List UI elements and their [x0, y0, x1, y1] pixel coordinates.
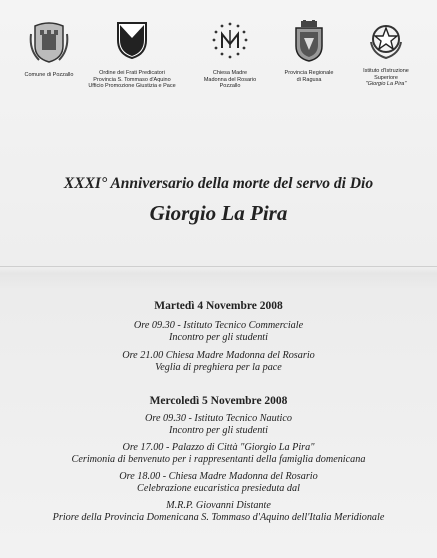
day2-title: Mercoledì 5 Novembre 2008 [149, 395, 288, 407]
caption-line: Comune di Pozzallo [24, 72, 74, 78]
logo-istituto-superiore [342, 20, 430, 88]
dominican-shield-icon [115, 20, 149, 60]
day1-title: Martedì 4 Novembre 2008 [154, 300, 283, 312]
event-item [0, 442, 437, 466]
event-item [0, 413, 437, 437]
event-item [0, 471, 437, 495]
logo-chiesa-madre [186, 20, 274, 90]
logo-comune-pozzallo [5, 20, 93, 79]
logo-provincia-ragusa [265, 20, 353, 83]
paper-fold [0, 266, 437, 267]
honoree-name: Giorgio La Pira [149, 201, 288, 225]
caption-line: di Ragusa [296, 76, 322, 83]
marian-monogram-icon [209, 20, 251, 62]
caption-line: Chiesa Madre [212, 70, 248, 76]
event-line: Ore 09.30 - Istituto Tecnico Nautico [145, 413, 292, 424]
event-item [0, 350, 437, 374]
event-line: Ore 17.00 - Palazzo di Città "Giorgio La Pira" [122, 442, 315, 453]
caption-line: Ufficio Promozione Giustizia e Pace [88, 83, 176, 89]
event-item [0, 320, 437, 344]
caption-line: Istituto d'Istruzione [363, 68, 409, 74]
provincial-crest-icon [292, 20, 326, 62]
event-line: Cerimonia di benvenuto per i rappresentanti della famiglia domenicana [71, 454, 366, 465]
caption-line: Provincia Regionale [284, 70, 334, 76]
crest-tower-icon [29, 20, 69, 64]
program-day1 [0, 300, 437, 374]
caption-line: "Giorgio La Pira" [365, 81, 407, 87]
caption-line: Superiore [374, 74, 398, 81]
anniversary-heading: XXXI° Anniversario della morte del servo di Dio [63, 175, 374, 192]
caption-line: Pozzallo [219, 83, 241, 89]
caption-line: Provincia S. Tommaso d'Aquino [93, 76, 171, 83]
logo-frati-predicatori [88, 20, 176, 90]
event-line: Ore 09.30 - Istituto Tecnico Commerciale [133, 320, 304, 331]
caption-line: Madonna del Rosario [203, 76, 257, 83]
program-day2 [0, 395, 437, 524]
event-line: M.R.P. Giovanni Distante [166, 500, 271, 511]
event-line: Veglia di preghiera per la pace [155, 362, 282, 373]
event-line: Priore della Provincia Domenicana S. Tommaso d'Aquino dell'Italia Meridionale [52, 512, 385, 523]
logo-row [0, 20, 437, 100]
event-line: Celebrazione eucaristica presieduta dal [137, 483, 300, 494]
event-line: Incontro per gli studenti [169, 332, 268, 343]
event-line: Ore 18.00 - Chiesa Madre Madonna del Rosario [119, 471, 318, 482]
event-line: Ore 21.00 Chiesa Madre Madonna del Rosario [122, 350, 315, 361]
event-item [0, 500, 437, 524]
republic-emblem-icon [367, 20, 405, 60]
event-line: Incontro per gli studenti [169, 425, 268, 436]
caption-line: Ordine dei Frati Predicatori [99, 70, 165, 76]
